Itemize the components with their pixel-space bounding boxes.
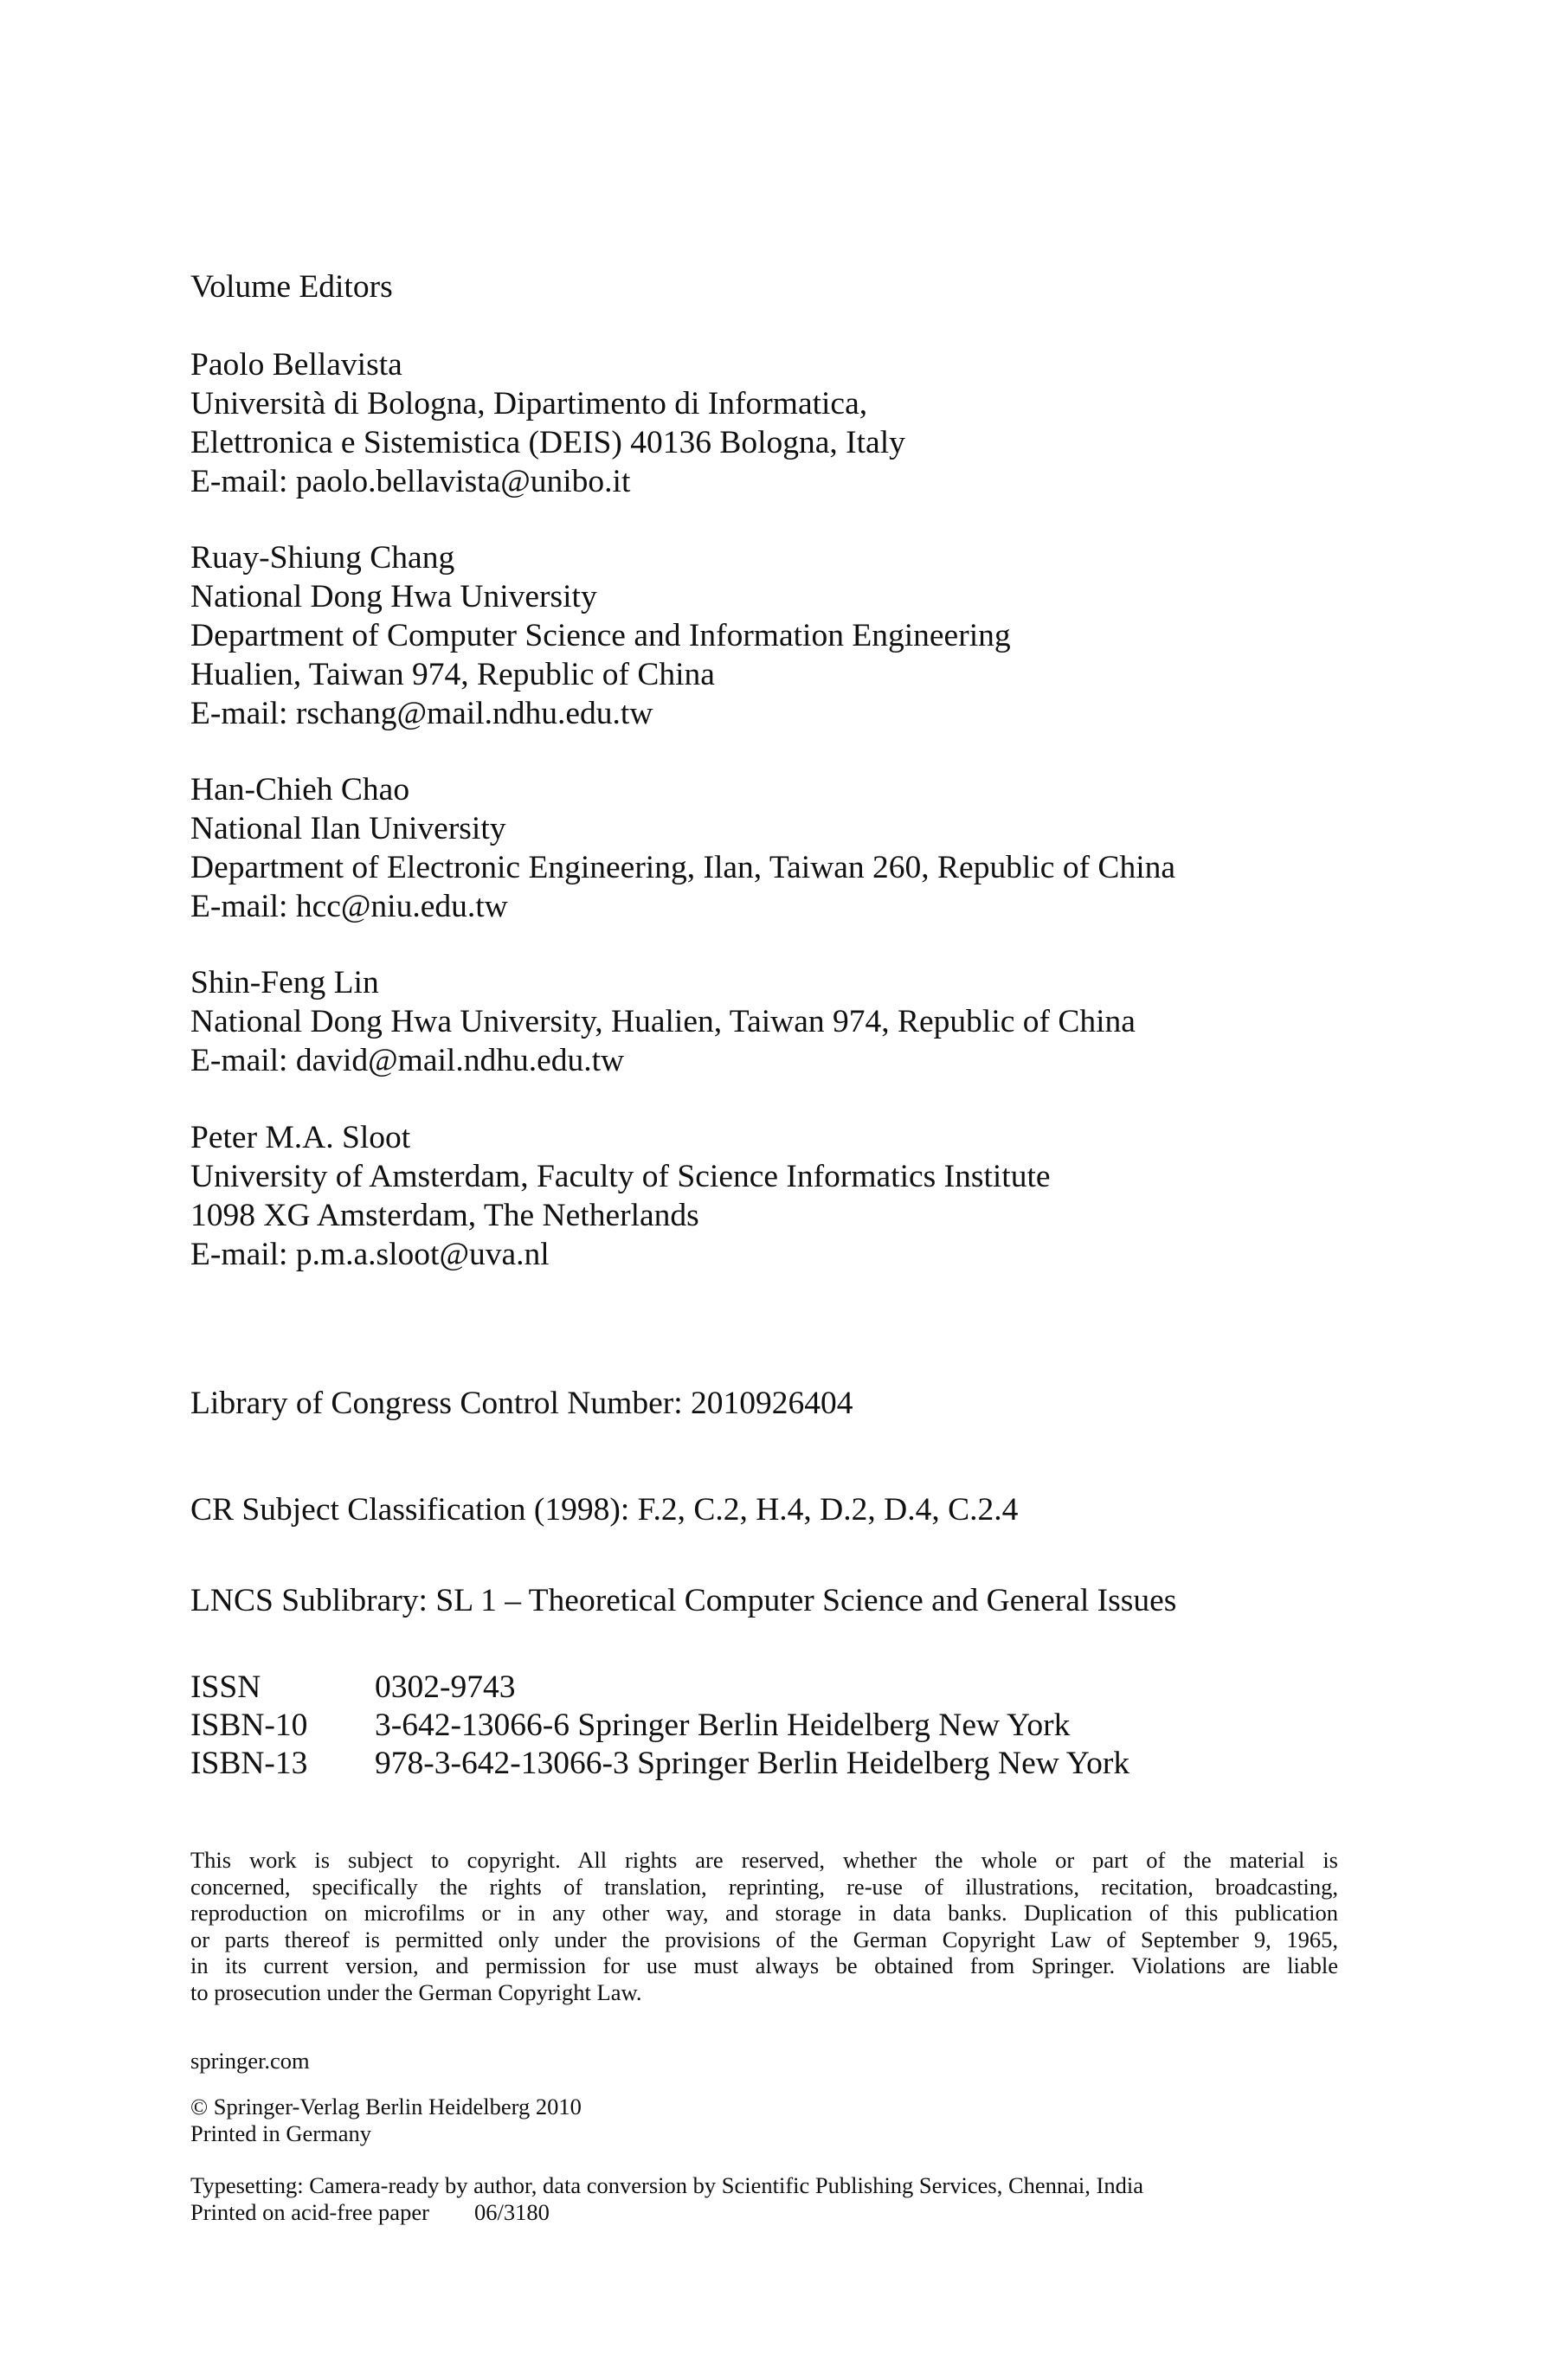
editor-email: E-mail: p.m.a.sloot@uva.nl xyxy=(190,1237,550,1272)
copyright-notice-line: This work is subject to copyright. All rights are reserved, whether the whole or part of the material is xyxy=(190,1847,1338,1873)
editor-entry xyxy=(190,1118,1402,1274)
editor-name: Paolo Bellavista xyxy=(190,347,402,383)
identifier-value: 978-3-642-13066-3 Springer Berlin Heidelberg New York xyxy=(375,1746,1130,1781)
copyright-notice-line: to prosecution under the German Copyright Law. xyxy=(190,1978,642,2005)
editor-address: 1098 XG Amsterdam, The Netherlands xyxy=(190,1198,699,1233)
editor-address: Elettronica e Sistemistica (DEIS) 40136 Bologna, Italy xyxy=(190,425,905,460)
identifiers-table xyxy=(190,1669,1402,1783)
website-link: springer.com xyxy=(190,2048,310,2074)
editor-name: Peter M.A. Sloot xyxy=(190,1120,411,1155)
typesetting-line: Typesetting: Camera-ready by author, data conversion by Scientific Publishing Services, Chennai, India xyxy=(190,2172,1143,2198)
editor-name: Ruay-Shiung Chang xyxy=(190,540,455,576)
copyright-line: © Springer-Verlag Berlin Heidelberg 2010 xyxy=(190,2094,582,2119)
editor-affiliation: Università di Bologna, Dipartimento di Informatica, xyxy=(190,386,868,421)
volume-editors-section xyxy=(190,267,1402,306)
editor-address: Hualien, Taiwan 974, Republic of China xyxy=(190,657,715,692)
copyright-notice-line: concerned, specifically the rights of translation, reprinting, re-use of illustrations, recitation, broadcasting, xyxy=(190,1873,1338,1900)
editor-affiliation: National Dong Hwa University, Hualien, Taiwan 974, Republic of China xyxy=(190,1004,1136,1039)
editor-department: Department of Electronic Engineering, Ilan, Taiwan 260, Republic of China xyxy=(190,850,1176,885)
editor-name: Shin-Feng Lin xyxy=(190,965,379,1000)
library-of-congress xyxy=(190,1384,1402,1423)
identifier-value: 0302-9743 xyxy=(375,1669,516,1705)
cr-classification xyxy=(190,1490,1402,1529)
editor-entry xyxy=(190,770,1402,926)
copyright-block xyxy=(190,2094,1402,2146)
lncs-sublibrary xyxy=(190,1581,1402,1620)
website-block xyxy=(190,2048,1402,2074)
lncs-sublibrary-text: LNCS Sublibrary: SL 1 – Theoretical Computer Science and General Issues xyxy=(190,1583,1177,1618)
editor-department: Department of Computer Science and Information Engineering xyxy=(190,618,1011,653)
issn-row xyxy=(190,1669,1402,1707)
editor-affiliation: National Dong Hwa University xyxy=(190,579,597,614)
identifier-label: ISSN xyxy=(190,1669,261,1705)
identifier-label: ISBN-13 xyxy=(190,1746,308,1781)
editor-email: E-mail: rschang@mail.ndhu.edu.tw xyxy=(190,696,653,731)
paper-info: Printed on acid-free paper xyxy=(190,2198,429,2225)
print-code: 06/3180 xyxy=(474,2198,550,2225)
paper-row xyxy=(190,2199,1402,2226)
printed-in: Printed in Germany xyxy=(190,2119,372,2146)
editor-email: E-mail: david@mail.ndhu.edu.tw xyxy=(190,1043,625,1078)
identifier-value: 3-642-13066-6 Springer Berlin Heidelberg New York xyxy=(375,1708,1071,1743)
editor-affiliation: National Ilan University xyxy=(190,811,506,846)
copyright-page xyxy=(190,0,1402,2380)
isbn13-row xyxy=(190,1745,1402,1783)
editor-email: E-mail: paolo.bellavista@unibo.it xyxy=(190,464,631,499)
loc-control-number: Library of Congress Control Number: 2010926404 xyxy=(190,1386,853,1421)
copyright-notice-line: in its current version, and permission for use must always be obtained from Springer. Violations are liable xyxy=(190,1952,1338,1978)
editor-name: Han-Chieh Chao xyxy=(190,772,410,807)
identifier-label: ISBN-10 xyxy=(190,1708,308,1743)
volume-editors-heading: Volume Editors xyxy=(190,269,393,305)
editor-entry xyxy=(190,345,1402,501)
cr-classification-text: CR Subject Classification (1998): F.2, C.2, H.4, D.2, D.4, C.2.4 xyxy=(190,1492,1019,1528)
isbn10-row xyxy=(190,1707,1402,1745)
typesetting-block xyxy=(190,2172,1402,2225)
editor-entry xyxy=(190,538,1402,733)
copyright-notice xyxy=(190,1847,1338,2005)
editor-entry xyxy=(190,963,1402,1080)
copyright-notice-line: reproduction on microfilms or in any other way, and storage in data banks. Duplication of this publication xyxy=(190,1900,1338,1926)
copyright-notice-line: or parts thereof is permitted only under the provisions of the German Copyright Law of September 9, 1965, xyxy=(190,1926,1338,1952)
editor-affiliation: University of Amsterdam, Faculty of Science Informatics Institute xyxy=(190,1159,1051,1194)
editor-email: E-mail: hcc@niu.edu.tw xyxy=(190,889,508,924)
